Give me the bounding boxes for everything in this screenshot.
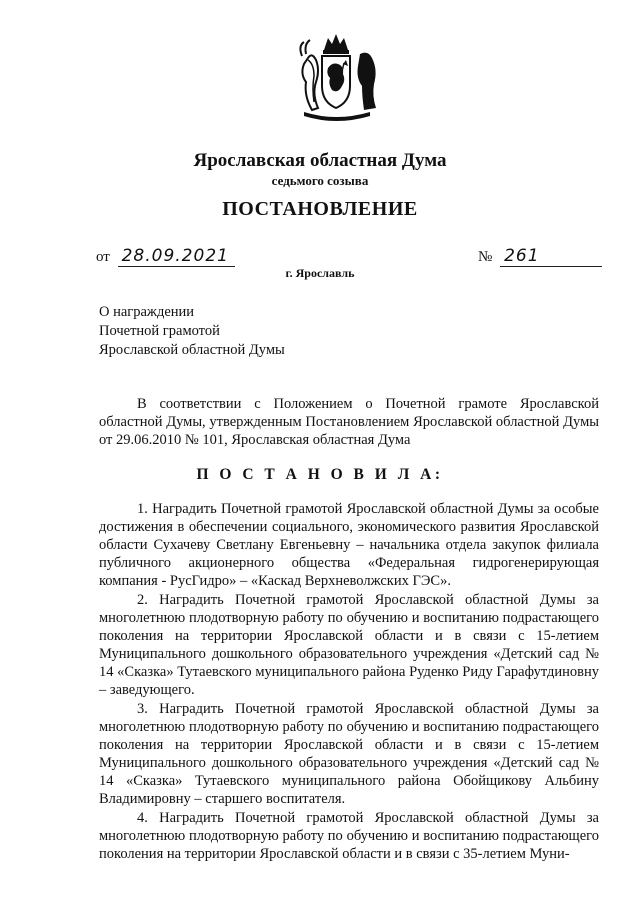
- date-prefix: от: [96, 249, 110, 265]
- resolution-items: [99, 500, 599, 864]
- number-handwritten-value: 261: [500, 246, 602, 267]
- city-name: г. Ярославль: [285, 266, 355, 280]
- resolution-item: 3. Наградить Почетной грамотой Ярославской областной Думы за многолетнюю плодотворную работу по обучению и воспитанию подрастающего поколения на территории Ярославской области и в связи с 15-летием Муниципального дошкольного образовательного учреждения «Детский сад № 14 «Сказка» Тутаевского муниципального района Обойщикову Альбину Владимировну – старшего воспитателя.: [99, 701, 599, 807]
- subject-block: [99, 303, 285, 360]
- subject-line: Почетной грамотой: [99, 323, 220, 339]
- convocation: седьмого созыва: [271, 173, 369, 188]
- resolution-item: 1. Наградить Почетной грамотой Ярославской областной Думы за особые достижения в обеспечении социального, экономического развития Ярославской области Сухачеву Светлану Евгеньевну – начальника отдела закупок филиала публичного акционерного общества «Федеральная гидрогенерирующая компания - РусГидро» – «Каскад Верхневолжских ГЭС».: [99, 501, 599, 589]
- document-type-heading: ПОСТАНОВЛЕНИЕ: [222, 198, 418, 220]
- organization-name: Ярославская областная Дума: [193, 150, 447, 171]
- date-field: [96, 246, 235, 267]
- coat-of-arms-emblem: [288, 30, 384, 130]
- subject-line: Ярославской областной Думы: [99, 342, 285, 358]
- number-prefix: №: [478, 249, 493, 265]
- resolution-item: 4. Наградить Почетной грамотой Ярославской областной Думы за многолетнюю плодотворную работу по обучению и воспитанию подрастающего поколения на территории Ярославской области и в связи с 35-летием Муни-: [99, 810, 599, 862]
- number-field: [478, 246, 602, 267]
- date-handwritten-value: 28.09.2021: [118, 246, 235, 267]
- subject-line: О награждении: [99, 304, 195, 320]
- preamble-paragraph: [99, 395, 599, 449]
- preamble-text: В соответствии с Положением о Почетной грамоте Ярославской областной Думы, утвержденным Постановлением Ярославской областной Думы от 29.06.2010 № 101, Ярославская областная Дума: [99, 396, 599, 448]
- resolved-heading: П О С Т А Н О В И Л А:: [196, 466, 444, 483]
- resolution-item: 2. Наградить Почетной грамотой Ярославской областной Думы за многолетнюю плодотворную работу по обучению и воспитанию подрастающего поколения на территории Ярославской области и в связи с 15-летием Муниципального дошкольного образовательного учреждения «Детский сад № 14 «Сказка» Тутаевского муниципального района Руденко Риду Гарафутдиновну – заведующего.: [99, 592, 599, 698]
